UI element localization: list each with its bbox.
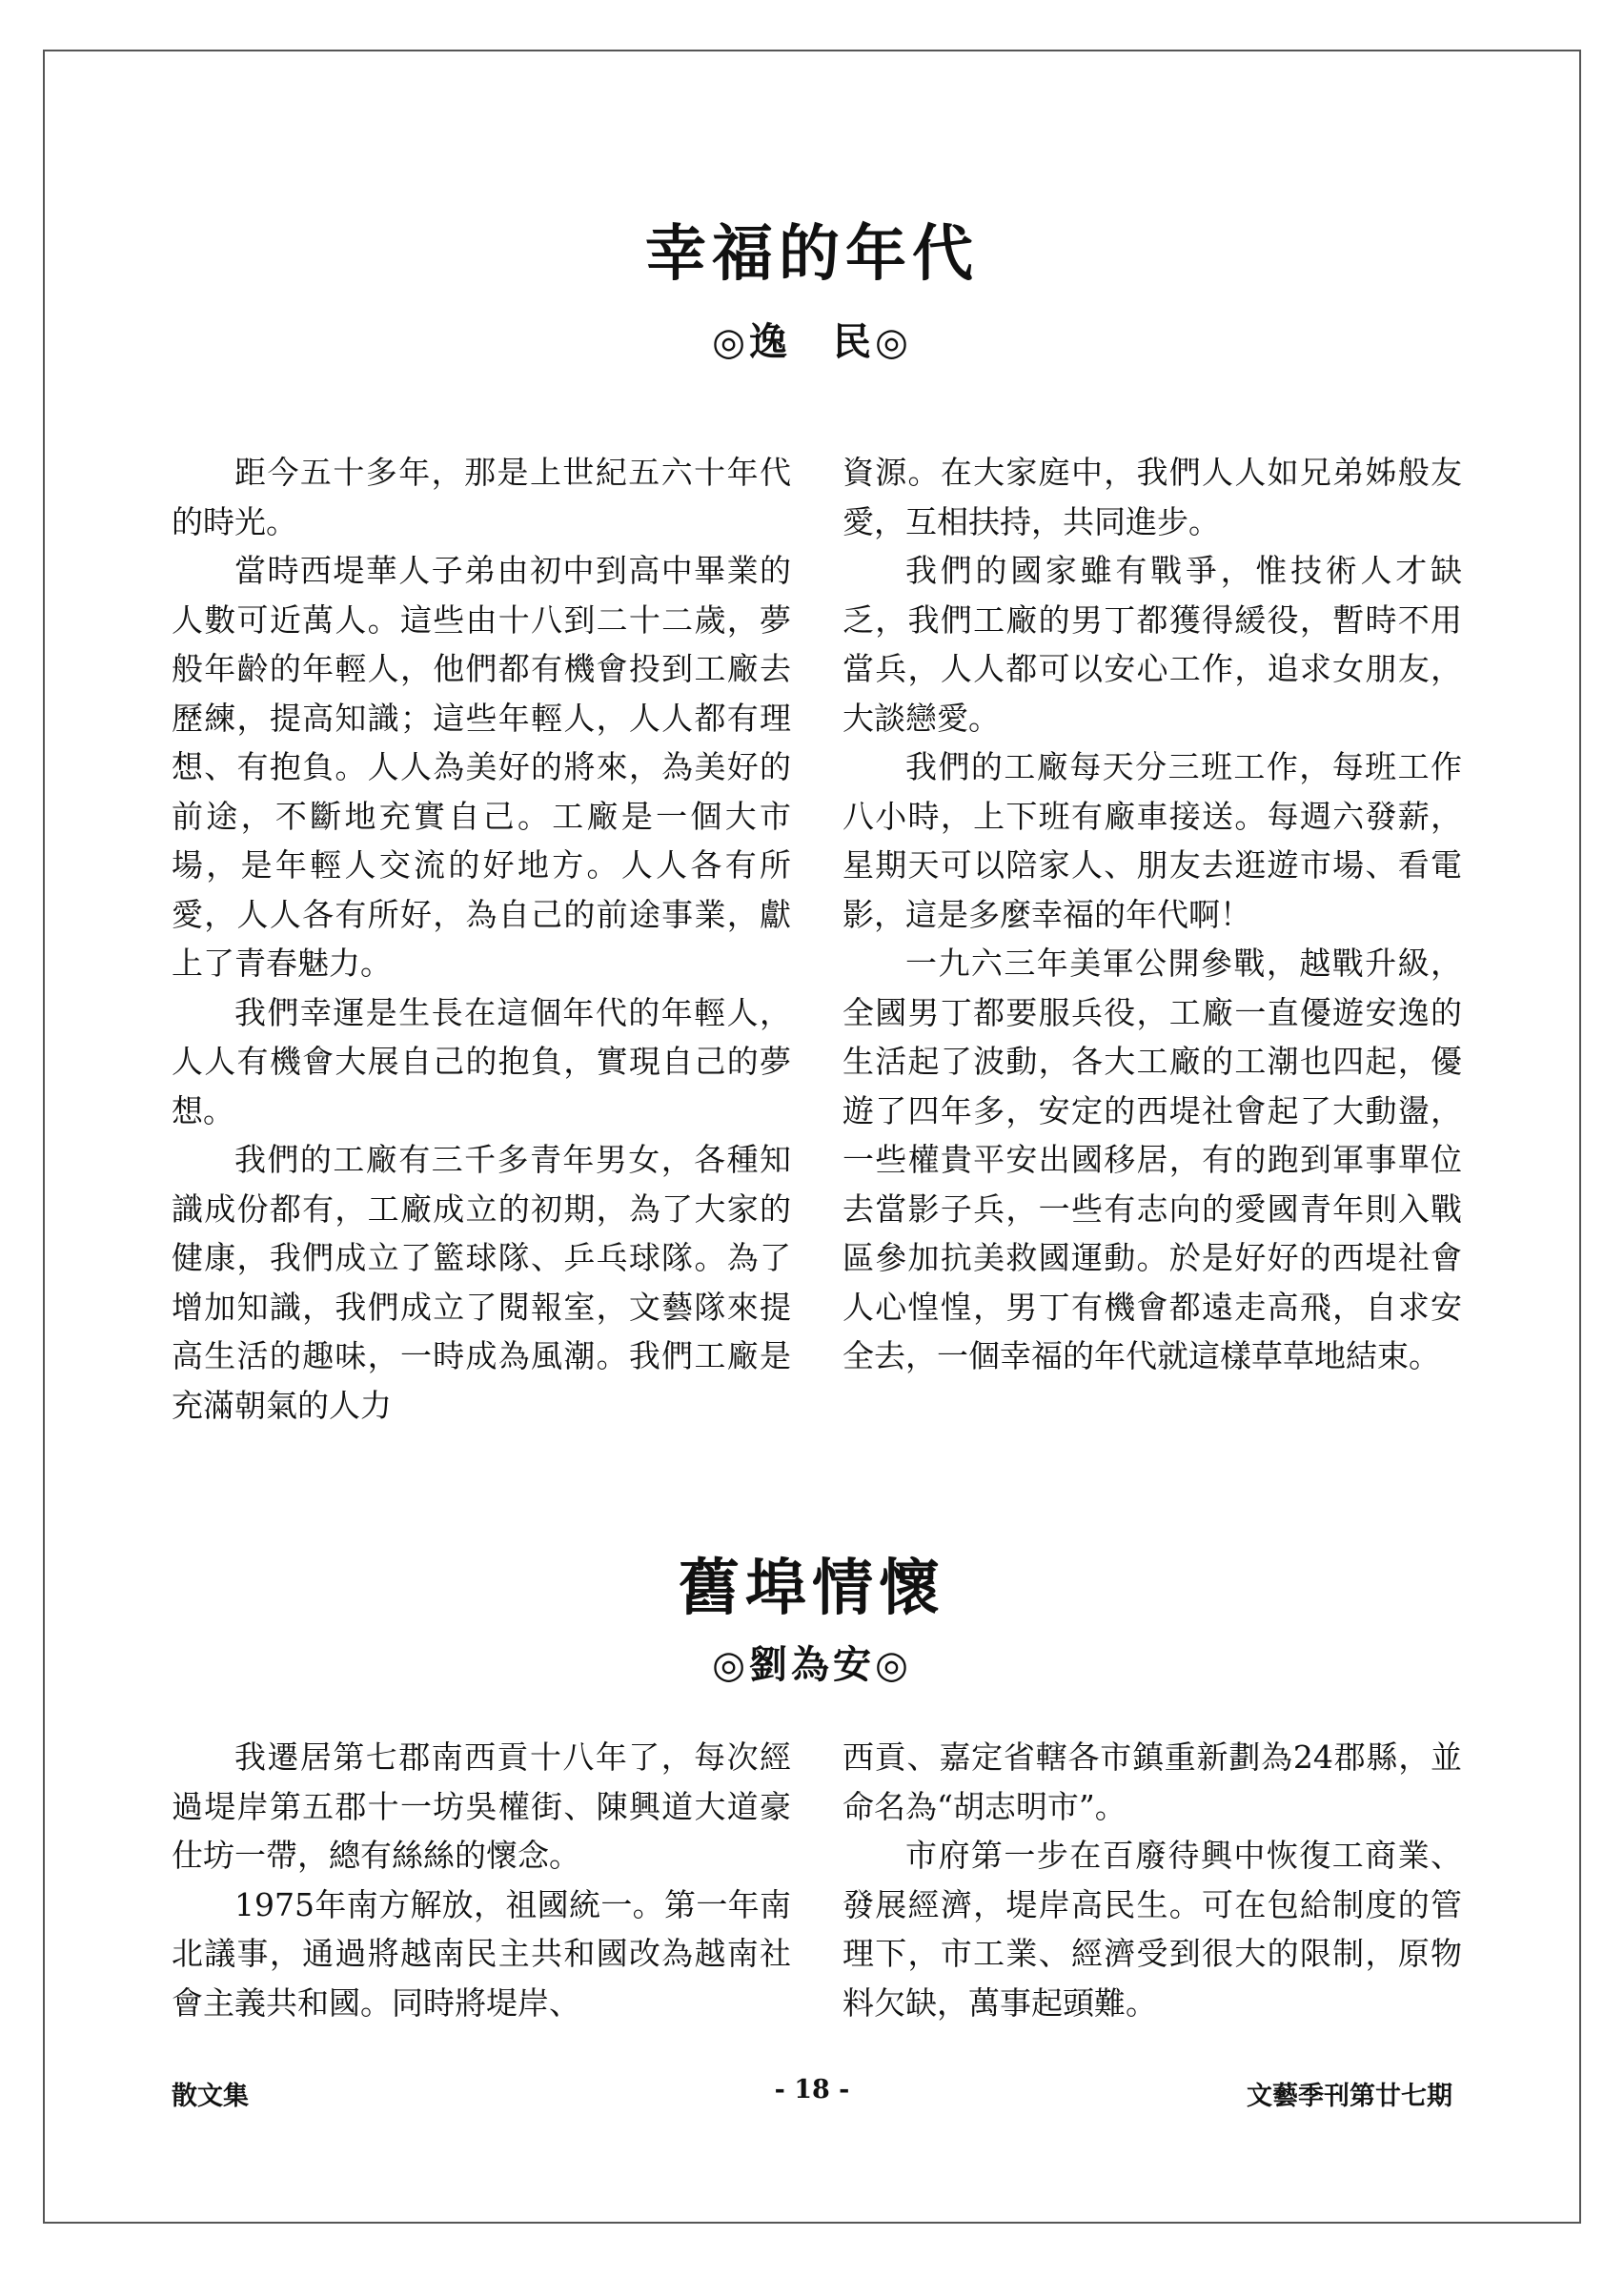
paragraph: 我們的工廠有三千多青年男女，各種知識成份都有，工廠成立的初期，為了大家的健康，我們成立了籃球隊、乒乓球隊。為了增加知識，我們成立了閱報室，文藝隊來提高生活的趣味，一時成為風潮。我們工廠是充滿朝氣的人力	[172, 1141, 791, 1424]
paragraph-continuation: 西貢、嘉定省轄各市鎮重新劃為24郡縣，並命名為“胡志明市”。	[842, 1738, 1462, 1825]
article-2-left-column	[172, 1733, 791, 2027]
article-2-right-column	[842, 1733, 1462, 2027]
page-number: - 18 -	[774, 2075, 850, 2104]
article-2-author: ◎劉為安◎	[712, 1642, 912, 1687]
paragraph: 市府第一步在百廢待興中恢復工商業、發展經濟，堤岸高民生。可在包給制度的管理下，市工業、經濟受到很大的限制，原物料欠缺，萬事起頭難。	[842, 1837, 1462, 2022]
article-1-author: ◎逸 民◎	[712, 319, 912, 364]
footer-publication-name: 文藝季刊第廿七期	[1247, 2082, 1452, 2111]
paragraph: 距今五十多年，那是上世紀五六十年代的時光。	[172, 454, 791, 540]
article-2-title: 舊埠情懷	[679, 1554, 945, 1624]
paragraph: 我們的工廠每天分三班工作，每班工作八小時，上下班有廠車接送。每週六發薪，星期天可以陪家人、朋友去逛遊市場、看電影，這是多麼幸福的年代啊！	[842, 748, 1462, 933]
article-1-right-column	[842, 448, 1462, 1381]
paragraph-continuation: 資源。在大家庭中，我們人人如兄弟姊般友愛，互相扶持，共同進步。	[842, 454, 1462, 540]
article-1-title: 幸福的年代	[645, 219, 979, 290]
paragraph: 1975年南方解放，祖國統一。第一年南北議事，通過將越南民主共和國改為越南社會主義共和國。同時將堤岸、	[172, 1885, 791, 2022]
article-1-left-column	[172, 448, 791, 1430]
paragraph: 當時西堤華人子弟由初中到高中畢業的人數可近萬人。這些由十八到二十二歲，夢般年齡的年輕人，他們都有機會投到工廠去歷練，提高知識；這些年輕人，人人都有理想、有抱負。人人為美好的將來，為美好的前途，不斷地充實自己。工廠是一個大市場，是年輕人交流的好地方。人人各有所愛，人人各有所好，為自己的前途事業，獻上了青春魅力。	[172, 552, 791, 982]
paragraph: 我們幸運是生長在這個年代的年輕人，人人有機會大展自己的抱負，實現自己的夢想。	[172, 993, 791, 1129]
paragraph: 我遷居第七郡南西貢十八年了，每次經過堤岸第五郡十一坊吳權街、陳興道大道豪仕坊一帶，總有絲絲的懷念。	[172, 1738, 791, 1874]
paragraph: 我們的國家雖有戰爭，惟技術人才缺乏，我們工廠的男丁都獲得緩役，暫時不用當兵，人人都可以安心工作，追求女朋友，大談戀愛。	[842, 552, 1462, 737]
paragraph: 一九六三年美軍公開參戰，越戰升級，全國男丁都要服兵役，工廠一直優遊安逸的生活起了波動，各大工廠的工潮也四起，優遊了四年多，安定的西堤社會起了大動盪，一些權貴平安出國移居，有的跑到軍事單位去當影子兵，一些有志向的愛國青年則入戰區參加抗美救國運動。於是好好的西堤社會人心惶惶，男丁有機會都遠走高飛，自求安全去，一個幸福的年代就這樣草草地結束。	[842, 945, 1462, 1374]
footer-section-name: 散文集	[172, 2082, 249, 2111]
